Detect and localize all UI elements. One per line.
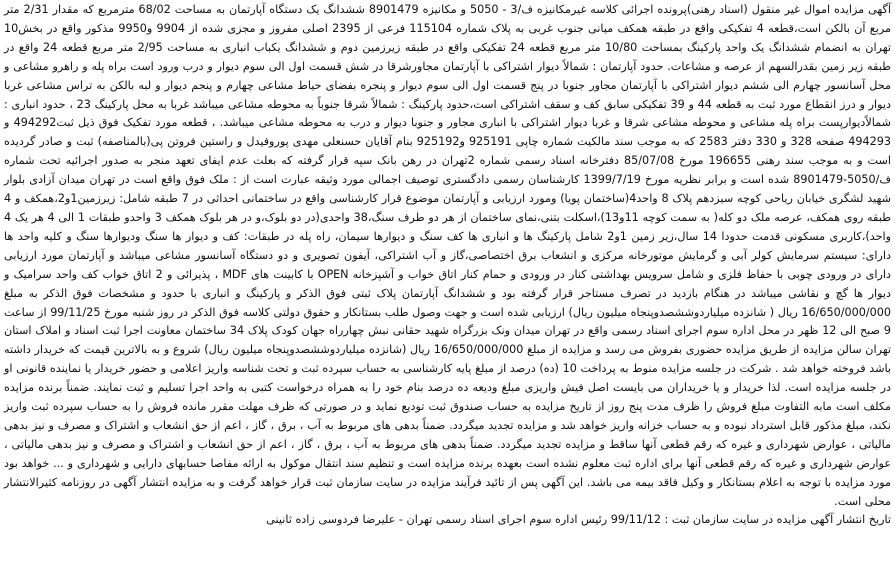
auction-notice-body: آگهی مزایده اموال غیر منقول (اسناد رهنی)پرونده اجرائی کلاسه غیرمکانیزه ف/3 - 5050 و مکانیزه 8901479 ششدانگ یک دستگاه آپارتمان به مساحت 68/02 مترمربع که مقدار 2/31 متر مربع آن بالکن است،قطعه 4 تفکیکی واقع در طبقه همکف میانی جنوب غربی به پلاک شماره 115104 فرعی از 2395 اصلی مفروز و مجزی شده از 9904 و9950 مذکور واقع در بخش10 تهران به انضمام ششدانگ یک واحد پارکینگ بمساحت 10/80 متر مربع قطعه 24 تفکیکی واقع در طبقه زیرزمین دوم و ششدانگ یکباب انباری به مساحت 2/95 متر مربع قطعه 24 واقع در طبقه زیر زمین بقدرالسهم از عرصه و مشاعات. حدود آپارتمان : شمالاً دیوار اشتراکی با آپارتمان مجاورشرقا در شش قسمت اول الی سوم دیوار و درب ورود است براه پله و راهرو مشاعی و محل آسانسور چهارم الی ششم دیوار اشتراکی با آپارتمان مجاور جنوبا در پنج قسمت اول الی سوم دیوار و پنجره بفضای حیاط مشاعی چهارم و پنجم دیوار و لبه بالکن به تراس مشاعی غربا دیوار و درز انقطاع مورد ثبت به قطعه 44 و 39 تفکیکی سابق کف و سقف اشتراکی است،حدود پارکینگ : شمالاً شرقا جنوباً به محوطه مشاعی میباشد غربا به محل پارکینگ 23 ، حدود انباری : شمالاًدیوارپست براه پله مشاعی و محوطه مشاعی شرقا و غربا دیوار اشتراکی با انباری مجاور و جنوبا دیوار و درب به محوطه مشاعی میباشد. ، قطعه مورد تفکیک فوق ذیل ثبت494292 و 494293 صفحه 328 و 330 دفتر 2583 که به موجب سند مالکیت شماره چاپی 925191 و925192 بنام آقایان حسنعلی مهدی پوروفیدل و راستین فروتن پی(بالمناصفه) ثبت و صادر گردیده است و به موجب سند رهنی 196655 مورخ 85/07/08 دفترخانه اسناد رسمی شماره 2تهران در رهن بانک سپه قرار گرفته که بعلت عدم ایفای تعهد منجر به صدور اجرائیه تحت شماره ف/5050-8901479 شده است و برابر نظریه مورخ 1399/7/19 کارشناسان رسمی دادگستری توصیف اجمالی مورد وثیقه عبارت است از : ملک فوق واقع است در تهران میدان آزادی بلوار شهید لشگری خیابان ریاحی کوچه سیزدهم پلاک 8 واحد4(ساختمان پویا) ومورد ارزیابی و آپارتمان موضوع قرار کارشناسی واقع در ساختمانی احداثی در 7 طبقه شامل: زیرزمین1و2،همکف و 4 طبقه روی همکف، عرصه ملک دو کله( به سمت کوچه 11و13)،اسکلت بتنی،نمای ساختمان از هر دو طرف سنگ،38 واحدی(در دو بلوک،و در هر بلوک همکف 3 واحدو طبقات 1 الی 4 هر یک 4 واحد)،کاربری مسکونی قدمت حدودا 14 سال،زیر زمین 1و2 شامل پارکینگ ها و انباری ها کف سنگ و دیوارها سیمان، راه پله در طبقات: کف و دیوار ها سنگ ودیوارها سنگ و کلیه واحد ها دارای: سیستم سرمایش کولر آبی و گرمایش موتورخانه مرکزی و انشعاب برق اختصاصی،گاز و آب اشتراکی، آیفون تصویری و دو دستگاه آسانسور مشاعی میباشد و آپارتمان مورد ارزیابی دارای در ورودی چوبی با حفاظ فلزی و شامل سرویس بهداشتی کنار در ورودی و حمام کنار اتاق خواب و آشپزخانه OPEN با کابینت های MDF ، پذیرائی و 2 اتاق خواب کف واحد سرامیک و دیوار ها گچ و نقاشی میباشد در هنگام بازدید در تصرف مستاجر قرار گرفته بود و ششدانگ آپارتمان پلاک ثبتی فوق الذکر و پارکینگ و انباری با حدود و مشخصات فوق الذکر به مبلغ 16/650/000/000 ریال ( شانزده میلیاردوششصدوپنجاه میلیون ریال) ارزیابی شده است و جهت وصول طلب بستانکار و حقوق دولتی کلاسه فوق الذکر در روز شنبه مورخ 99/11/25 از ساعت 9 صبح الی 12 ظهر در محل اداره سوم اجرای اسناد رسمی واقع در تهران میدان ونک بزرگراه شهید حقانی نبش چهارراه جهان کودک پلاک 34 ساختمان معاونت اجرا ثبت اسناد و املاک استان تهران سالن مزایده از طریق مزایده حضوری بفروش می رسد و مزایده از مبلغ 16/650/000/000 ریال (شانزده میلیاردوششصدوپنجاه میلیون ریال) شروع و به بالاترین قیمت که خریدار داشته باشد فروخته خواهد شد . شرکت در جلسه مزایده منوط به پرداخت 10 (ده) درصد از مبلغ پایه کارشناسی به حساب سپرده ثبت و تحت شناسه واریز اعلامی و حضور خریدار یا نماینده قانونی او در جلسه مزایده است. لذا خریدار و یا خریداران می بایست اصل فیش واریزی مبلغ ودیعه ده درصد بنام خود را به همراه درخواست کتبی به واحد اجرا تسلیم و ثبت نمایند. ضمناً برنده مزایده مکلف است مابه التفاوت مبلغ فروش را ظرف مدت پنج روز از تاریخ مزایده به حساب صندوق ثبت تودیع نماید و در صورتی که ظرف مهلت مقرر مانده فروش را به حساب سپرده ثبت واریز نکند، مبلغ مذکور قابل استرداد نبوده و به حساب خزانه واریز خواهد شد و مزایده تجدید میگردد. ضمناً بدهی های مربوط به آب ، برق ، گاز ، اعم از حق انشعاب و اشتراک و مصرف و نیز بدهی مالیاتی ، عوارض شهرداری و غیره که رقم قطعی آنها ساقط و مزایده تجدید میگردد. ضمناً بدهی های مربوط به آب ، برق ، گاز ، اعم از حق انشعاب و اشتراک و مصرف و نیز بدهی مالیاتی ، عوارض شهرداری و غیره که رقم قطعی آنها برای اداره ثبت معلوم نشده است بعهده برنده مزایده است و تنظیم سند انتقال موکول به ارائه مفاصا حسابهای دارایی و شهرداری و ... خواهد بود مورد مزایده با توجه به اعلام بستانکار و وکیل فاقد بیمه می باشد. این آگهی پس از تائید فرآیند مزایده در سایت سازمان ثبت قرار خواهد گرفت و به مزایده انتشار آگهی در روزنامه کثیرالانتشار محلی است. xyxy=(4,3,892,508)
auction-notice-footer: تاریخ انتشار آگهی مزایده در سایت سازمان ثبت : 99/11/12 رئیس اداره سوم اجرای اسناد رسمی تهران - علیرضا فردوسی زاده ثانینی xyxy=(266,513,891,527)
